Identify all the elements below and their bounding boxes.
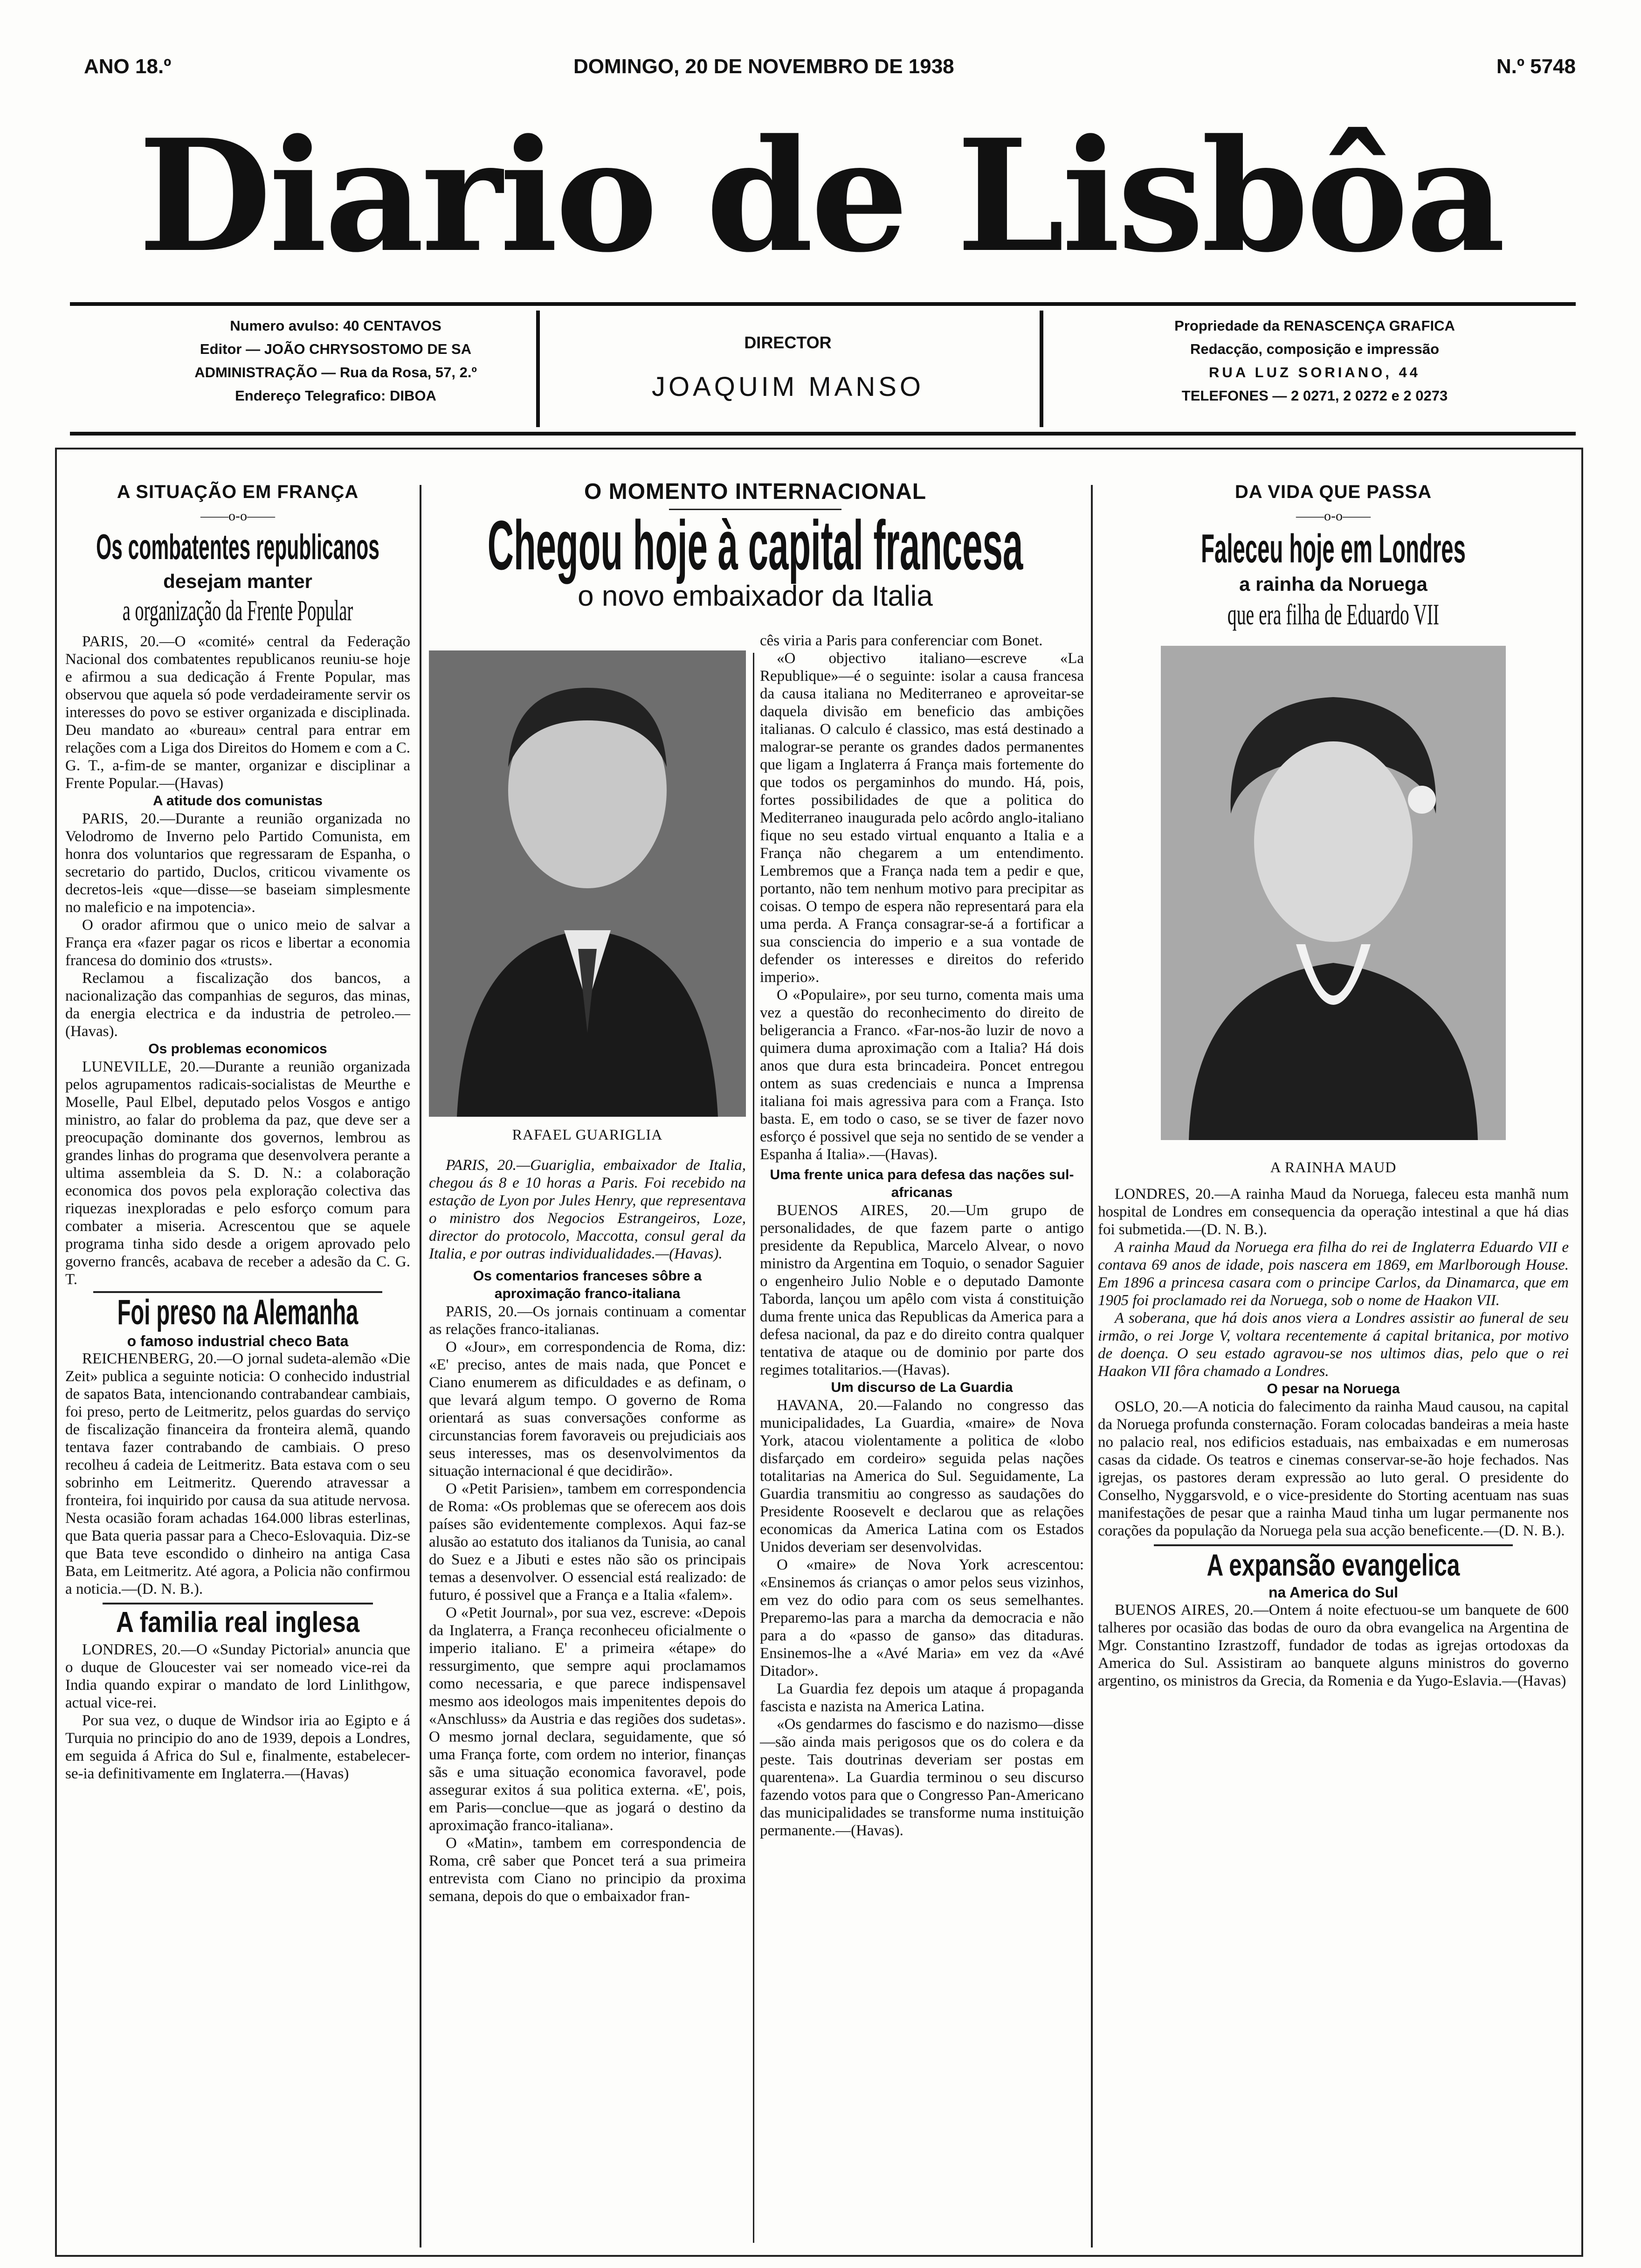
paragraph: «O objectivo italiano—escreve «La Republique»—é o seguinte: isolar a causa francesa da causa italiana no Mediterraneo e aproveitar-se daquela divisão em beneficio das ambições italianas. O calculo é classico, mas está destinado a malograr-se perante os grandes dados permanentes que ligam a Inglaterra á França mais fortemente do que todos os pergaminhos do mundo. Há, pois, fortes possibilidades de que a politica do Mediterraneo inaugurada pelo acôrdo anglo-italiano fique no seu estado virtual enquanto a Italia e a França não chegarem a um entendimento. Lembremos que a França nada tem a pedir e que, portanto, não tem nenhum motivo para precipitar as coisas. O tempo de espera não representará para ela uma perda. A França consagrar-se-á a fortificar a sua consciencia do imperio e a sua vontade de defender os interesses e direitos do referido imperio». [760, 650, 1084, 986]
paragraph: LONDRES, 20.—A rainha Maud da Noruega, faleceu esta manhã num hospital de Londres em consequencia da operação intestinal a que há dias foi submetida.—(D. N. B.). [1098, 1186, 1569, 1238]
info-price: Numero avulso: 40 CENTAVOS [230, 318, 441, 334]
headline: Foi preso na Alemanha [117, 1293, 359, 1332]
article-subhead: Os problemas economicos [148, 1041, 327, 1057]
paragraph: LUNEVILLE, 20.—Durante a reunião organizada pelos agrupamentos radicais-socialistas de Meurthe e Moselle, Paul Elbel, deputado pelos Vosgos e antigo ministro, ao falar do problema da paz, que deve ser a preocupação dominante dos governos, lembrou as grandes linhas do programa que desenvolvera perante a ultima assembleia da S. D. N.: a colaboração economica dos povos pela exploração colectiva das riquezas inexploradas e pelo esforço comum para combater a miseria. Acrescentou que se aquele programa tinha sido desde a origem aprovado pelo governo francês, acabava de receber a adesão da C. G. T. [65, 1058, 410, 1288]
article-body [65, 1641, 410, 1783]
paragraph: La Guardia fez depois um ataque á propaganda fascista e nazista na America Latina. [760, 1680, 1084, 1715]
info-phones: TELEFONES — 2 0271, 2 0272 e 2 0273 [1181, 387, 1448, 404]
ornament: ——o-o—— [200, 508, 275, 524]
paragraph: «Os gendarmes do fascismo e do nazismo—disse—são ainda mais perigosos que os do colera e da peste. Tais doutrinas deveriam ser postas em quarentena». La Guardia terminou o seu discurso fazendo votos para que o Congresso Pan-Americano das municipalidades se transforme numa instituição permanente.—(Havas). [760, 1716, 1084, 1839]
paragraph: PARIS, 20.—Durante a reunião organizada no Velodromo de Inverno pelo Partido Comunista, em honra dos voluntarios que regressaram de Espanha, o secretario do partido, Duclos, criticou vivamente os decretos-leis «que—disse—se baseiam simplesmente no maleficio e na impotencia». [65, 810, 410, 916]
headline: Os combatentes republicanos [96, 527, 379, 567]
top-line [70, 55, 1576, 97]
header-rule [70, 434, 1576, 435]
info-left [89, 314, 583, 422]
section-title: A SITUAÇÃO EM FRANÇA [117, 482, 359, 502]
article-body [1098, 1398, 1569, 1540]
info-press: Redacção, composição e impressão [1190, 341, 1440, 357]
headline: Chegou hoje à capital francesa [487, 506, 1023, 584]
paragraph: HAVANA, 20.—Falando no congresso das municipalidades, La Guardia, «maire» de Nova York, atacou violentamente a politica de «lobo disfarçado em cordeiro» seguida pelas nações totalitarias na America do Sul. Seguidamente, La Guardia transmitiu ao congresso as saudações do Presidente Roosevelt e declarou que as relações economicas da America Latina com os Estados Unidos deveriam ser desenvolvidas. [760, 1397, 1084, 1556]
subheadline: a rainha da Noruega [1239, 573, 1427, 595]
column-divider [753, 653, 754, 2243]
article-body [65, 633, 410, 1288]
issue-year: ANO 18.º [84, 55, 172, 78]
section-title: O MOMENTO INTERNACIONAL [584, 479, 927, 504]
article-body [760, 632, 1084, 1163]
info-address: RUA LUZ SORIANO, 44 [1209, 364, 1420, 380]
headline: A familia real inglesa [116, 1606, 360, 1639]
info-box [70, 302, 1576, 436]
left-column [65, 478, 410, 1783]
paragraph: PARIS, 20.—Os jornais continuam a comentar as relações franco-italianas. [429, 1303, 746, 1338]
subheadline: que era filha de Eduardo VII [1227, 598, 1440, 631]
info-divider [1040, 311, 1043, 427]
article-intro [429, 1156, 746, 1263]
paragraph: A soberana, que há dois anos viera a Londres assistir ao funeral de seu irmão, o rei Jorge V, voltara recentemente á capital britanica, por motivo de doença. O seu estado agravou-se nos ultimos dias, pelo que o rei Haakon VII fôra chamado a Londres. [1098, 1310, 1569, 1380]
article-body [760, 1202, 1084, 1379]
paragraph: BUENOS AIRES, 20.—Ontem á noite efectuou-se um banquete de 600 talheres por ocasião das bodas de ouro da obra evangelica na Argentina de Mgr. Constantino Izrastzoff, fundador de todas as igrejas ortodoxas da America do Sul. Assistiram ao banquete alguns ministros do governo argentino, os ministros da Grecia, da Romenia e da Yugo-Eslavia.—(Havas) [1098, 1602, 1569, 1689]
issue-date: DOMINGO, 20 DE NOVEMBRO DE 1938 [573, 55, 954, 78]
paragraph: LONDRES, 20.—O «Sunday Pictorial» anuncia que o duque de Gloucester vai ser nomeado vice-rei da India quando expirar o mandato de lord Linlithgow, actual vice-rei. [65, 1641, 410, 1711]
subheadline: desejam manter [163, 570, 312, 592]
center-column [427, 478, 1084, 613]
paragraph: O «maire» de Nova York acrescentou: «Ensinemos ás crianças o amor pelos seus vizinhos, em vez do odio para com os seus semelhantes. Preparemo-las para a marcha da democracia e não para a do «passo de ganso» das ditaduras. Ensinemos-lhe a «Avé Maria» em vez da «Avé Ditador». [760, 1556, 1084, 1680]
paragraph: PARIS, 20.—O «comité» central da Federação Nacional dos combatentes republicanos reuniu-se hoje e afirmou a sua dedicação á Frente Popular, mas observou que aquela só pode verdadeiramente servir os interesses do povo se estiver organizada e disciplinada. Deu mandato ao «bureau» central para entrar em relações com a Liga dos Direitos do Homem e com a C. G. T., a-fim-de se manter, organizar e disciplinar a Frente Popular.—(Havas) [65, 633, 410, 792]
paragraph: O «Matin», tambem em correspondencia de Roma, crê saber que Poncet terá a sua primeira entrevista com Ciano no principio da proxima semana, depois do que o embaixador fran- [429, 1835, 746, 1905]
article-body [65, 1350, 410, 1598]
paragraph: PARIS, 20.—Guariglia, embaixador de Italia, chegou ás 8 e 10 horas a Paris. Foi recebido na estação de Lyon por Jules Henry, que representava o ministro dos Negocios Estrangeiros, Loze, director do protocolo, Maccotta, consul geral da Italia, e por outras individualidades.—(Havas). [429, 1157, 746, 1262]
subheadline: na America do Sul [1269, 1584, 1398, 1601]
center-right-subcolumn [760, 632, 1084, 1839]
headline: Faleceu hoje em Londres [1201, 526, 1466, 571]
portrait-photo-graphic [429, 650, 746, 1117]
article-body [1098, 1185, 1569, 1380]
paragraph: O «Jour», em correspondencia de Roma, diz: «E' preciso, antes de mais nada, que Poncet e Ciano enumerem as dificuldades e as definam, o que levará algum tempo. O governo de Roma orientará as suas conversações conforme as circunstancias forem favoraveis ou prejudiciais aos seus interesses, mas os desenvolvimentos da situação internacional é que decidirão». [429, 1339, 746, 1480]
paragraph: O «Petit Parisien», tambem em correspondencia de Roma: «Os problemas que se oferecem aos dois países são evidentemente complexos. Aqui faz-se alusão ao estatuto dos italianos da Tunisia, ao canal do Suez e a Jibuti e estes não são os principais temas a desenvolver. O essencial está realizado: de futuro, é possivel que a França e a Italia «falem». [429, 1480, 746, 1604]
paragraph: Por sua vez, o duque de Windsor iria ao Egipto e á Turquia no principio do ano de 1939, depois a Londres, em seguida á Africa do Sul e, finalmente, estabelecer-se-ia definitivamente em Inglaterra.—(Havas) [65, 1712, 410, 1782]
subheadline: o famoso industrial checo Bata [127, 1333, 349, 1349]
article-body [1098, 1601, 1569, 1690]
paragraph: cês viria a Paris para conferenciar com Bonet. [760, 632, 1043, 649]
info-divider [536, 311, 540, 427]
info-director [550, 314, 1026, 422]
photo-caption: RAFAEL GUARIGLIA [512, 1126, 663, 1143]
paragraph: Reclamou a fiscalização dos bancos, a nacionalização das companhias de seguros, das minas, da energia electrica e da industria de petroleo.—(Havas). [65, 970, 410, 1040]
column-divider [420, 485, 421, 2247]
article-subhead: Os comentarios franceses sôbre a aproximação franco-italiana [473, 1268, 702, 1301]
portrait-photo [1161, 646, 1506, 1140]
info-telegraph: Endereço Telegrafico: DIBOA [235, 387, 436, 404]
info-owner: Propriedade da RENASCENÇA GRAFICA [1174, 318, 1455, 334]
section-title: DA VIDA QUE PASSA [1234, 482, 1432, 502]
info-administration: ADMINISTRAÇÃO — Rua da Rosa, 57, 2.º [194, 364, 477, 380]
article-subhead: A atitude dos comunistas [153, 793, 323, 809]
subheadline: o novo embaixador da Italia [578, 580, 933, 612]
info-editor: Editor — JOÃO CHRYSOSTOMO DE SA [200, 341, 472, 357]
paragraph: BUENOS AIRES, 20.—Um grupo de personalidades, de que fazem parte o antigo presidente da Republica, Marcelo Alvear, o novo ministro da Argentina em Toquio, o senador Saguier o engenheiro Julio Noble e o deputado Damonte Taborda, lançou um apêlo com vista á constituição duma frente unica das Republicas da America para a defesa nacional, da paz e do direito contra qualquer tentativa de ataque ou de dominio por parte dos regimes totalitarios.—(Havas). [760, 1202, 1084, 1378]
headline: A expansão evangelica [1207, 1548, 1460, 1582]
paragraph: O «Petit Journal», por sua vez, escreve: «Depois da Inglaterra, a França reconheceu oficialmente o imperio italiano. E' a primeira «étape» do ressurgimento, que sempre aqui proclamamos como necessaria, e que parece indispensavel mesmo aos ideologos mais impenitentes depois do «Anschluss» da Austria e das regiões dos sudetas». O mesmo jornal declara, seguidamente, que só uma França forte, com ordem no interior, finanças sãs e uma situação economica favoravel, pode assegurar exitos á sua politica externa. «E', pois, em Paris—conclue—que as jogará o destino da aproximação franco-italiana». [429, 1604, 746, 1834]
paragraph: REICHENBERG, 20.—O jornal sudeta-alemão «Die Zeit» publica a seguinte noticia: O conhecido industrial de sapatos Bata, intencionando contrabandear cambiais, foi preso, perto de Leitmeritz, pelos guardas do serviço de fiscalização financeira da fronteira alemã, quando tentava fazer contrabando de cambiais. O preso recolheu á cadeia de Leitmeritz. Bata estava com o seu sobrinho em Leitmeritz. Querendo atravessar a fronteira, foi inquirido por causa da sua atitude nervosa. Nesta ocasião foram achadas 164.000 libras esterlinas, que Bata queria passar para a Checo-Eslovaquia. Diz-se que Bata teve escondido o dinheiro na antiga Casa Bata, em Leitmeritz. Até agora, a Policia não confirmou a noticia.—(D. N. B.). [65, 1350, 410, 1597]
article-body [760, 1397, 1084, 1839]
center-left-subcolumn [429, 650, 746, 1905]
column-divider [1091, 485, 1093, 2247]
subheadline: a organização da Frente Popular [122, 595, 353, 627]
article-subhead: Uma frente unica para defesa das nações sul-africanas [770, 1167, 1074, 1200]
director-label: DIRECTOR [744, 333, 832, 352]
director-name: JOAQUIM MANSO [651, 372, 924, 402]
issue-number: N.º 5748 [1496, 55, 1576, 78]
info-right [1054, 314, 1576, 422]
article-body [429, 1303, 746, 1905]
right-column [1098, 478, 1569, 1690]
masthead: Diario de Lisbôa [138, 105, 1503, 286]
paragraph: OSLO, 20.—A noticia do falecimento da rainha Maud causou, na capital da Noruega profunda consternação. Foram colocadas bandeiras a meia haste no palacio real, nos edificios estaduais, nas embaixadas e em numerosas casas da cidade. Os teatros e cinemas conservar-se-ão hoje fechados. Nas igrejas, os pastores deram expressão ao luto geral. O presidente do Conselho, Nyggarsvold, e o vice-presidente do Storting acentuam nas suas manifestações de pesar que a rainha Maud tinha um lugar permanente nos corações da população da Noruega pela sua acção beneficente.—(D. N. B.). [1098, 1398, 1569, 1539]
ornament: ——o-o—— [1296, 508, 1371, 524]
article-subhead: Um discurso de La Guardia [831, 1380, 1013, 1395]
portrait-photo [429, 650, 746, 1117]
portrait-photo-graphic [1161, 646, 1506, 1140]
paragraph: O «Populaire», por seu turno, comenta mais uma vez a questão do reconhecimento do direito de beligerancia a Franco. «Far-nos-ão luzir de novo a quimera duma aproximação com a Italia? Há dois anos que dura esta brincadeira. Poncet entregou ontem as suas credenciais e nunca a Imprensa italiana foi mais agressiva para com a França. Isto basta. E, em todo o caso, se se tiver de fazer novo esforço é possivel que seja no sentido de se vender a Espanha á Italia».—(Havas). [760, 987, 1084, 1163]
article-subhead: O pesar na Noruega [1267, 1381, 1400, 1397]
photo-caption: A RAINHA MAUD [1270, 1159, 1397, 1175]
paragraph: O orador afirmou que o unico meio de salvar a França era «fazer pagar os ricos e libertar a economia francesa do dominio dos «trusts». [65, 917, 410, 969]
paragraph: A rainha Maud da Noruega era filha do rei de Inglaterra Eduardo VII e contava 69 anos de idade, pois nascera em 1869, em Marlborough House. Em 1896 a princesa casara com o principe Carlos, da Dinamarca, que em 1905 foi proclamado rei da Noruega, sob o nome de Haakon VII. [1098, 1239, 1569, 1309]
